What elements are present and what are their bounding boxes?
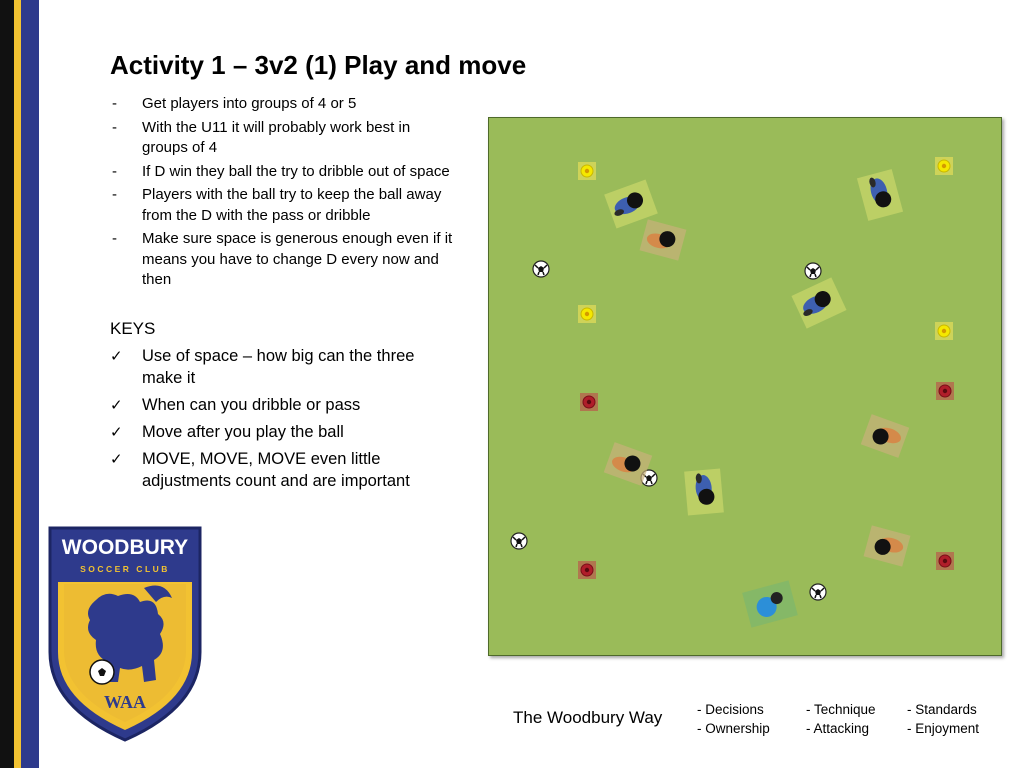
key-text: When can you dribble or pass	[142, 396, 361, 414]
footer-item: - Decisions	[697, 702, 764, 717]
bullet-text: Get players into groups of 4 or 5	[142, 95, 357, 112]
ball-icon	[533, 261, 549, 277]
checkmark-icon: ✓	[110, 396, 123, 414]
club-logo	[44, 522, 206, 744]
list-item	[110, 162, 455, 183]
bullet-text: Make sure space is generous enough even if it means you have to change D every now and then	[142, 230, 453, 288]
checkmark-icon: ✓	[110, 450, 123, 468]
bullet-dash: -	[112, 118, 117, 136]
bullet-dash: -	[112, 230, 117, 247]
crest-icon	[44, 522, 206, 744]
list-item	[110, 345, 455, 389]
yellow-cone	[935, 322, 953, 340]
key-text: Move after you play the ball	[142, 423, 344, 441]
logo-subtitle: SOCCER CLUB	[80, 564, 170, 574]
key-text: Use of space – how big can the three make it	[142, 347, 415, 387]
attacker-player	[857, 169, 903, 221]
footer-item: - Attacking	[806, 721, 870, 736]
defender-player	[864, 525, 911, 566]
list-item	[110, 118, 455, 159]
list-item	[110, 229, 455, 291]
slide-title: Activity 1 – 3v2 (1) Play and move	[110, 50, 527, 80]
footer-item: - Enjoyment	[907, 721, 980, 736]
bullet-text: With the U11 it will probably work best in groups of 4	[142, 118, 411, 156]
checkmark-icon: ✓	[110, 423, 123, 441]
keys-heading: KEYS	[110, 319, 156, 338]
logo-name: WOODBURY	[61, 536, 189, 559]
footer-column	[806, 700, 876, 738]
instruction-list	[110, 94, 455, 294]
list-item	[110, 421, 455, 443]
bullet-dash: -	[112, 186, 117, 203]
footer-column	[697, 700, 770, 738]
red-cone	[936, 552, 954, 570]
checkmark-icon: ✓	[110, 347, 123, 365]
attacker-player	[684, 469, 724, 516]
key-text: MOVE, MOVE, MOVE even little adjustments count and are important	[142, 450, 410, 490]
list-item	[110, 394, 455, 416]
yellow-cone	[935, 157, 953, 175]
logo-initials: WAA	[103, 692, 147, 712]
ball-icon	[511, 533, 527, 549]
defender-player	[861, 414, 910, 458]
attacker-player	[742, 580, 798, 627]
footer-item: - Standards	[907, 702, 977, 717]
attacker-player	[791, 277, 846, 328]
left-border-yellow	[14, 0, 21, 768]
left-border-blue	[21, 0, 39, 768]
bullet-dash: -	[112, 162, 117, 180]
bullet-dash: -	[112, 95, 117, 112]
red-cone	[580, 393, 598, 411]
list-item	[110, 448, 455, 492]
bullet-text: Players with the ball try to keep the ball away from the D with the pass or dribble	[142, 186, 442, 224]
yellow-cone	[578, 162, 596, 180]
red-cone	[936, 382, 954, 400]
yellow-cone	[578, 305, 596, 323]
left-border-black	[0, 0, 14, 768]
footer-title: The Woodbury Way	[513, 708, 663, 727]
defender-player	[640, 219, 687, 260]
bullet-text: If D win they ball the try to dribble out of space	[142, 162, 450, 180]
footer-item: - Technique	[806, 702, 876, 717]
list-item	[110, 185, 455, 226]
footer-column	[907, 700, 979, 738]
ball-icon	[810, 584, 826, 600]
ball-icon	[805, 263, 821, 279]
pitch-svg	[489, 118, 1001, 655]
keys-list	[110, 345, 455, 497]
footer-item: - Ownership	[697, 721, 770, 736]
list-item	[110, 94, 455, 115]
pitch-diagram	[488, 117, 1002, 656]
red-cone	[578, 561, 596, 579]
